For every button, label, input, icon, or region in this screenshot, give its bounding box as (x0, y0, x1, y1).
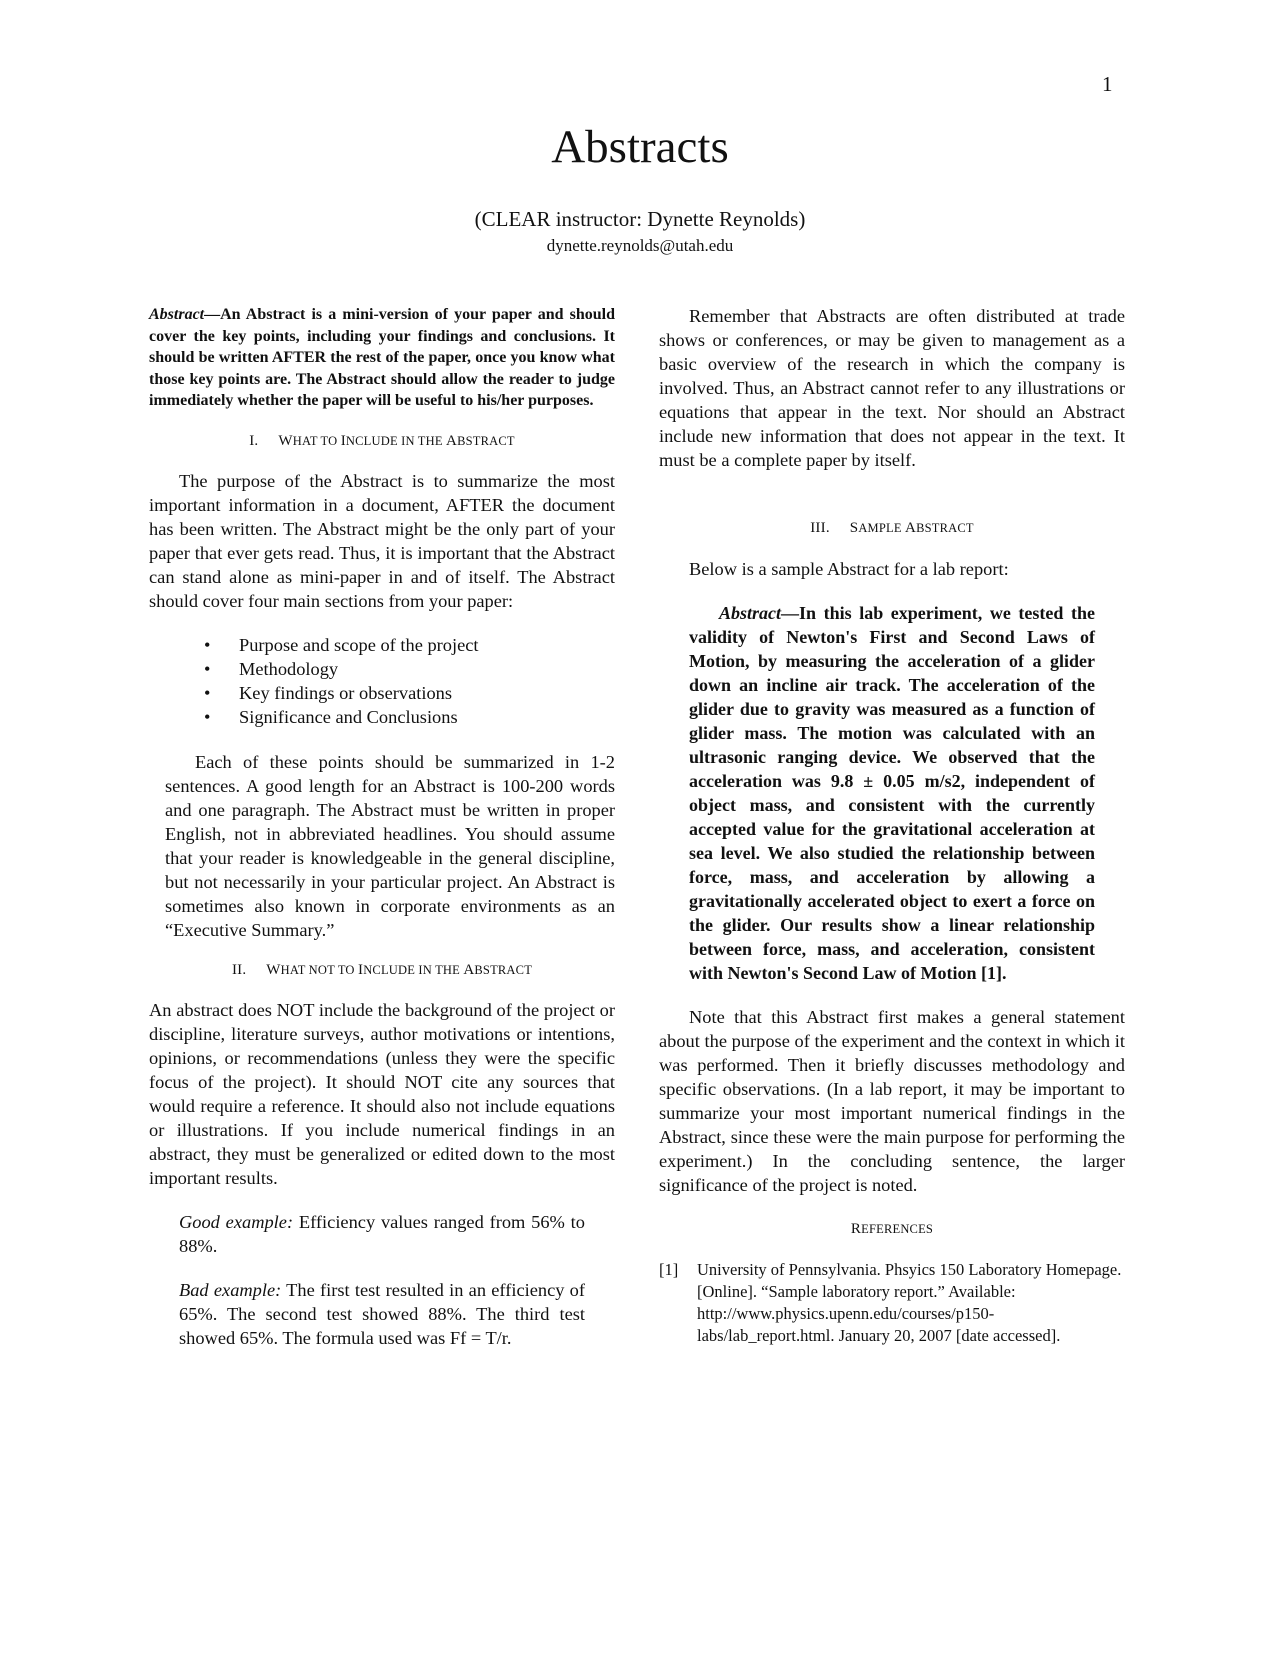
section-3-title-part: A (905, 520, 917, 536)
bad-example-text: The first test resulted in an efficiency of 65%. The second test showed 88%. The third test showed 65%. The formula used was Ff = T/r. (179, 1279, 585, 1348)
section-2-title-part: NCLUDE IN THE (363, 962, 464, 977)
good-example (149, 1210, 615, 1258)
references-heading (659, 1217, 1125, 1241)
section-1-title-part: I (340, 432, 346, 449)
list-item: • Key findings or observations (204, 681, 615, 705)
references-title-part: EFERENCES (861, 1222, 934, 1236)
list-item: • Significance and Conclusions (204, 705, 615, 729)
section-1-number: I. (249, 432, 259, 449)
section-3-note: Note that this Abstract first makes a general statement about the purpose of the experiment and the context in which it was performed. Then it briefly discusses methodology and specific observations. (In a lab report, it may be important to summarize your most important numerical findings in the Abstract, since these were the main purpose for performing the experiment.) In the concluding sentence, the larger significance of the project is noted. (659, 1007, 1125, 1195)
section-2-title-part: TO (337, 962, 358, 977)
section-2-number: II. (231, 961, 247, 978)
section-heading-2 (149, 958, 615, 982)
section-3-intro: Below is a sample Abstract for a lab report: (689, 559, 1009, 579)
list-item: • Purpose and scope of the project (204, 633, 615, 657)
section-1-paragraph: The purpose of the Abstract is to summarize the most important information in a document, AFTER the document has been written. The Abstract might be the only part of your paper that ever gets read. Thus, it is important that the Abstract can stand alone as mini-paper in and of itself. The Abstract should cover four main sections from your paper: (149, 470, 615, 611)
section-2-title-part: I (357, 961, 364, 978)
key-points-list (149, 633, 615, 729)
reference-item (659, 1259, 1125, 1347)
right-column (659, 304, 1125, 1347)
reference-number: [1] (659, 1260, 679, 1279)
references-title-part: R (850, 1221, 862, 1237)
page-number: 1 (1102, 72, 1113, 96)
section-1-paragraph-2: Each of these points should be summarized in 1-2 sentences. A good length for an Abstract is 100-200 words and one paragraph. The Abstract must be written in proper English, not in abbreviated headlines. You should assume that your reader is knowledgeable in the general discipline, but not necessarily in your particular project. An Abstract is sometimes also known in corporate environments as an “Executive Summary.” (165, 751, 615, 940)
section-3-title-part: AMPLE (858, 521, 906, 535)
section-3-number: III. (810, 520, 830, 536)
section-3-title-part: S (849, 520, 859, 536)
section-1-title-part: NCLUDE IN THE (345, 433, 447, 448)
sample-abstract (659, 601, 1125, 985)
section-heading-1 (149, 429, 615, 453)
section-2-title-part: A (463, 961, 475, 978)
section-2-title-part: BSTRACT (474, 962, 533, 977)
good-example-label: Good example: (179, 1211, 294, 1232)
sample-abstract-lead: Abstract (719, 603, 782, 623)
section-1-title-part: BSTRACT (457, 433, 515, 448)
section-1-title-part: W (278, 432, 293, 449)
reference-text: University of Pennsylvania. Phsyics 150 Laboratory Homepage. [Online]. “Sample laboratory report.” Available: http://www.physics.upenn.edu/courses/p150-labs/lab_report.html. January 20, 2007 [date accessed]. (697, 1260, 1122, 1345)
list-item: • Methodology (204, 657, 615, 681)
sample-abstract-text: —In this lab experiment, we tested the validity of Newton's First and Second Laws of Motion, by measuring the acceleration of a glider down an incline air track. The acceleration of the glider due to gravity was measured as a function of glider mass. The motion was calculated with an ultrasonic ranging device. We observed that the acceleration was 9.8 ± 0.05 m/s2, independent of object mass, and consistent with the currently accepted value for the gravitational acceleration at sea level. We also studied the relationship between force, mass, and acceleration by allowing a gravitationally accelerated object to exert a force on the glider. Our results show a linear relationship between force, mass, and acceleration, consistent with Newton's Second Law of Motion [1]. (689, 603, 1095, 983)
author-line: (CLEAR instructor: Dynette Reynolds) (474, 207, 806, 231)
page-title: Abstracts (551, 121, 729, 173)
section-2-title-part: W (266, 961, 281, 978)
bad-example-label: Bad example: (179, 1279, 282, 1300)
abstract-text: —An Abstract is a mini-version of your paper and should cover the key points, including your findings and conclusions. It should be written AFTER the rest of the paper, once you know what those key points are. The Abstract should allow the reader to judge immediately whether the paper will be useful to his/her purposes. (149, 306, 615, 409)
abstract-lead: Abstract (149, 306, 205, 323)
section-heading-3 (659, 516, 1125, 540)
bad-example (149, 1278, 615, 1350)
section-2-paragraph: An abstract does NOT include the background of the project or discipline, literature surveys, author motivations or intentions, opinions, or recommendations (unless they were the specific focus of the project). It should NOT cite any sources that would require a reference. It should also not include equations or illustrations. If you include numerical findings in an abstract, they must be generalized or edited down to the most important results. (149, 999, 615, 1188)
abstract-paragraph (149, 304, 615, 412)
author-email[interactable]: dynette.reynolds@utah.edu (546, 236, 734, 255)
left-column (149, 304, 615, 1350)
section-2-title-part: HAT NOT (280, 962, 338, 977)
section-1-title-part: A (446, 432, 458, 449)
good-example-text: Efficiency values ranged from 56% to 88%. (179, 1211, 585, 1256)
section-1-title-part: HAT TO (292, 433, 341, 448)
right-intro-paragraph: Remember that Abstracts are often distributed at trade shows or conferences, or may be given to management as a basic overview of the research in which the company is involved. Thus, an Abstract cannot refer to any illustrations or equations that appear in the text. Nor should an Abstract include new information that does not appear in the text. It must be a complete paper by itself. (659, 306, 1125, 470)
section-3-title-part: BSTRACT (916, 521, 974, 535)
